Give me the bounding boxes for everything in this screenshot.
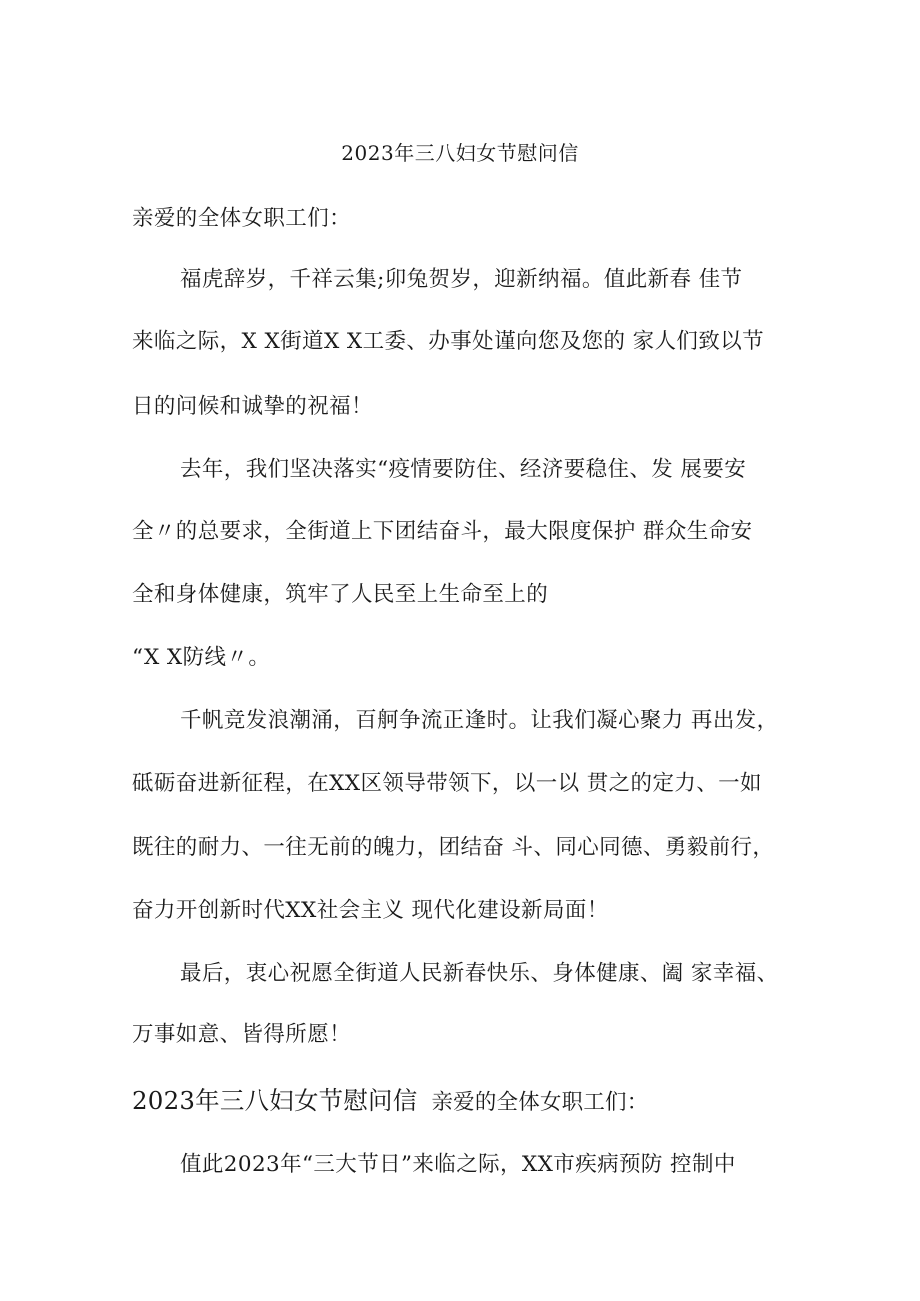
paragraph-line: 最后，衷心祝愿全街道人民新春快乐、身体健康、阖 家幸福、 (180, 961, 779, 986)
paragraph-line: 砥砺奋进新征程，在XX区领导带领下，以一以 贯之的定力、一如 (132, 771, 762, 796)
paragraph-line: “X X防线〃。 (132, 645, 271, 670)
salutation: 亲爱的全体女职工们： (132, 206, 352, 231)
paragraph-line: 来临之际，X X街道X X工委、办事处谨向您及您的 家人们致以节 (132, 329, 765, 354)
document-title: 2023年三八妇女节慰问信 (341, 141, 579, 165)
paragraph-line: 奋力开创新时代XX社会主义 现代化建设新局面！ (132, 898, 609, 923)
second-letter-title: 2023年三八妇女节慰问信 (132, 1086, 418, 1115)
second-letter-salutation: 亲爱的全体女职工们： (431, 1090, 649, 1115)
paragraph-line: 万事如意、皆得所愿！ (132, 1022, 352, 1047)
paragraph-line: 福虎辞岁，千祥云集;卯兔贺岁，迎新纳福。值此新春 佳节 (180, 267, 743, 292)
paragraph-line: 值此2023年“三大节日”来临之际，XX市疾病预防 控制中 (180, 1152, 736, 1177)
paragraph-line: 既往的耐力、一往无前的魄力，团结奋 斗、同心同德、勇毅前行， (132, 835, 775, 860)
second-letter-heading (132, 1084, 792, 1120)
paragraph-line: 全〃的总要求，全街道上下团结奋斗，最大限度保护 群众生命安 (132, 519, 753, 544)
paragraph-line: 全和身体健康，筑牢了人民至上生命至上的 (132, 582, 549, 607)
paragraph-line: 千帆竞发浪潮涌，百舸争流正逢时。让我们凝心聚力 再出发， (180, 708, 779, 733)
paragraph-line: 去年，我们坚决落实“疫情要防住、经济要稳住、发 展要安 (180, 457, 747, 482)
paragraph-line: 日的问候和诚挚的祝福！ (132, 394, 373, 419)
